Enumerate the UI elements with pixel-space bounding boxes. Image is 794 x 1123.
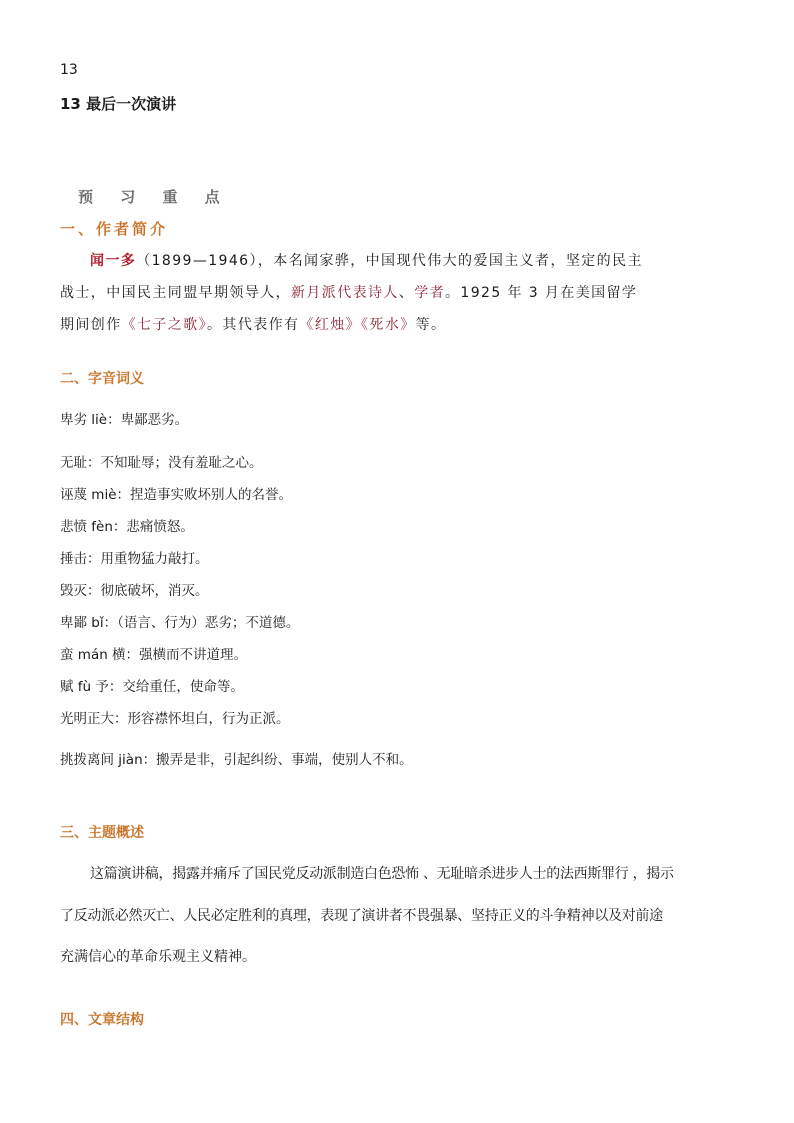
theme-line-3: 充满信心的革命乐观主义精神。: [60, 949, 256, 965]
author-line-3-b: 《七子之歌》: [121, 317, 208, 333]
vocab-item: 悲愤 fèn：悲痛愤怒。: [60, 519, 194, 535]
theme-line-1: 这篇演讲稿，揭露并痛斥了国民党反动派制造白色恐怖 、无耻暗杀进步人士的法西斯罪行 ，揭示: [90, 866, 674, 882]
vocab-item: 捶击：用重物猛力敲打。: [60, 551, 209, 567]
preview-heading: 预 习 重 点: [78, 188, 231, 206]
vocab-item: 无耻：不知耻辱；没有羞耻之心。: [60, 455, 263, 471]
theme-line-2: 了反动派必然灭亡、人民必定胜利的真理，表现了演讲者不畏强暴、坚持正义的斗争精神以及对前途: [60, 908, 663, 924]
vocab-item: 光明正大：形容襟怀坦白，行为正派。: [60, 711, 290, 727]
author-line-2-d: 学者: [414, 285, 446, 301]
vocab-item: 蛮 mán 横：强横而不讲道理。: [60, 647, 248, 663]
author-line-3-c: 。其代表作有: [207, 317, 300, 333]
author-line-3: [60, 314, 740, 334]
lesson-title: 13 最后一次演讲: [60, 95, 177, 113]
author-line-3-e: 等。: [415, 317, 447, 333]
vocab-item: 毁灭：彻底破坏，消灭。: [60, 583, 209, 599]
vocab-section-heading: 二、字音词义: [60, 371, 144, 387]
author-name: 闻一多: [90, 253, 137, 269]
author-line-3-d: 《红烛》《死水》: [299, 317, 416, 333]
vocab-item: 挑拨离间 jiàn：搬弄是非，引起纠纷、事端，使别人不和。: [60, 752, 413, 768]
vocab-item: 诬蔑 miè：捏造事实败坏别人的名誉。: [60, 487, 292, 503]
page-number: 13: [60, 62, 78, 78]
author-line-2-e: 。1925 年 3 月在美国留学: [445, 285, 638, 301]
author-line-1: [60, 250, 740, 270]
vocab-item: 卑劣 liè：卑鄙恶劣。: [60, 412, 189, 428]
author-line-2: [60, 282, 740, 302]
structure-section-heading: 四、文章结构: [60, 1012, 144, 1028]
author-line-2-c: 、: [398, 285, 415, 301]
vocab-item: 赋 fù 予：交给重任，使命等。: [60, 679, 244, 695]
author-section-heading: 一、作者简介: [60, 220, 169, 238]
theme-section-heading: 三、主题概述: [60, 825, 144, 841]
vocab-item: 卑鄙 bǐ：（语言、行为）恶劣；不道德。: [60, 615, 300, 631]
author-line-1-text: （1899—1946），本名闻家骅，中国现代伟大的爱国主义者，坚定的民主: [136, 253, 643, 269]
author-line-2-a: 战士，中国民主同盟早期领导人，: [60, 285, 291, 301]
author-line-3-a: 期间创作: [60, 317, 122, 333]
author-line-2-b: 新月派代表诗人: [291, 285, 399, 301]
